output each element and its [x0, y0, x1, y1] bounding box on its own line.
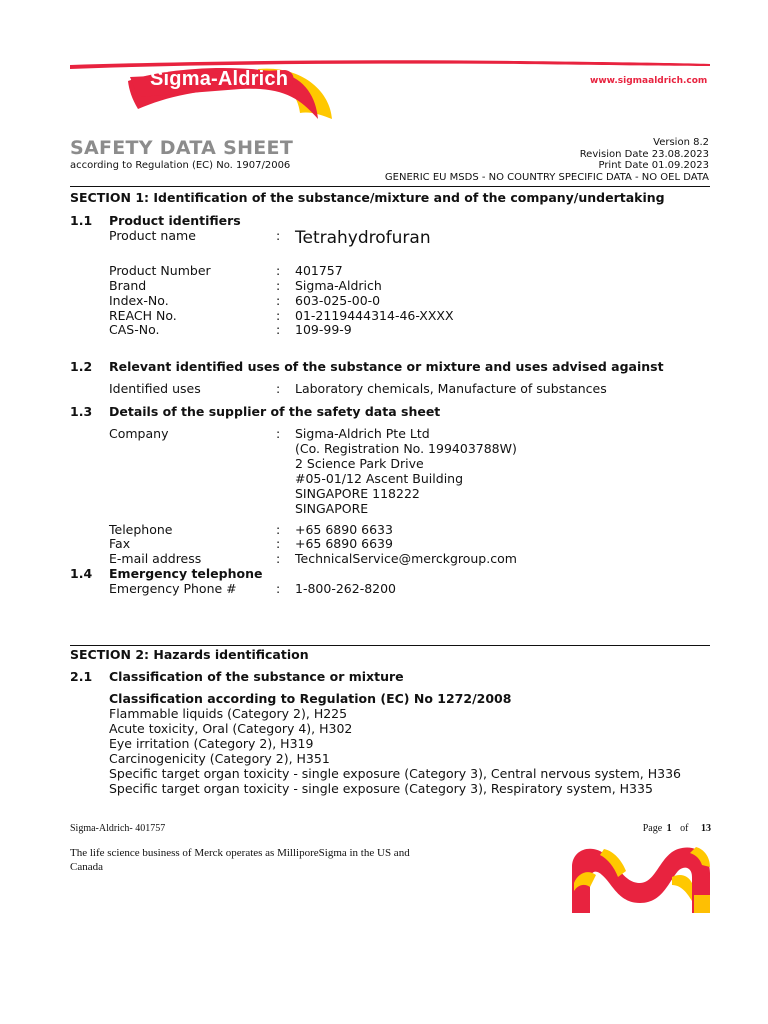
- reach-no-value: 01-2119444314-46-XXXX: [295, 308, 454, 323]
- colon: :: [276, 581, 281, 596]
- classification-subtitle: Classification according to Regulation (EC) No 1272/2008: [109, 691, 512, 706]
- email-label: E-mail address: [109, 551, 202, 566]
- colon: :: [276, 278, 281, 293]
- colon: :: [276, 308, 281, 323]
- footer-note: The life science business of Merck operates as MilliporeSigma in the US and Canada: [70, 847, 410, 873]
- index-no-value: 603-025-00-0: [295, 293, 381, 308]
- hazard-item: Specific target organ toxicity - single exposure (Category 3), Respiratory system, H335: [109, 781, 653, 796]
- divider: [70, 186, 710, 187]
- product-name-value: Tetrahydrofuran: [295, 228, 431, 248]
- colon: :: [276, 263, 281, 278]
- section1-title: SECTION 1: Identification of the substance/mixture and of the company/undertaking: [70, 190, 665, 205]
- colon: :: [276, 228, 281, 243]
- page-current: 1: [666, 823, 672, 834]
- product-number-label: Product Number: [109, 263, 211, 278]
- logo-yellow-accent: [672, 875, 692, 901]
- s21-title: Classification of the substance or mixture: [109, 669, 404, 684]
- hazard-item: Carcinogenicity (Category 2), H351: [109, 751, 330, 766]
- s11-title: Product identifiers: [109, 213, 241, 228]
- emergency-phone-label: Emergency Phone #: [109, 581, 237, 596]
- identified-uses-label: Identified uses: [109, 381, 201, 396]
- telephone-value: +65 6890 6633: [295, 522, 393, 537]
- reach-no-label: REACH No.: [109, 308, 177, 323]
- s14-number: 1.4: [70, 566, 93, 581]
- address-line: (Co. Registration No. 199403788W): [295, 441, 517, 456]
- hazard-item: Specific target organ toxicity - single exposure (Category 3), Central nervous system, H336: [109, 766, 682, 781]
- colon: :: [276, 293, 281, 308]
- version-text: Version 8.2: [653, 137, 709, 148]
- brand-label: Brand: [109, 278, 147, 293]
- cas-no-label: CAS-No.: [109, 322, 160, 337]
- address-line: #05-01/12 Ascent Building: [295, 471, 464, 486]
- product-number-value: 401757: [295, 263, 343, 278]
- website-url[interactable]: www.sigmaaldrich.com: [590, 76, 708, 86]
- colon: :: [276, 551, 281, 566]
- page-indicator: [643, 823, 711, 834]
- colon: :: [276, 536, 281, 551]
- brand-value: Sigma-Aldrich: [295, 278, 382, 293]
- hazard-list: [109, 706, 681, 796]
- s12-number: 1.2: [70, 359, 93, 374]
- address-line: SINGAPORE: [295, 501, 369, 516]
- footer-product-ref: Sigma-Aldrich- 401757: [70, 823, 166, 834]
- emergency-phone-value: 1-800-262-8200: [295, 581, 397, 596]
- page-total: 13: [701, 823, 711, 834]
- print-date: Print Date 01.09.2023: [598, 160, 709, 171]
- merck-m-logo: [568, 843, 714, 915]
- header-banner: [0, 55, 768, 125]
- regulation-text: according to Regulation (EC) No. 1907/2006: [70, 160, 291, 171]
- fax-value: +65 6890 6639: [295, 536, 393, 551]
- divider: [70, 645, 710, 646]
- logo-yellow-accent: [694, 895, 710, 913]
- revision-date: Revision Date 23.08.2023: [579, 149, 709, 160]
- address-line: Sigma-Aldrich Pte Ltd: [295, 426, 430, 441]
- page-prefix: Page: [642, 823, 663, 834]
- company-label: Company: [109, 426, 169, 441]
- s13-number: 1.3: [70, 404, 93, 419]
- s12-title: Relevant identified uses of the substance or mixture and uses advised against: [109, 359, 664, 374]
- s11-number: 1.1: [70, 213, 93, 228]
- address-line: SINGAPORE 118222: [295, 486, 420, 501]
- company-address: [295, 426, 517, 516]
- colon: :: [276, 322, 281, 337]
- fax-label: Fax: [109, 536, 131, 551]
- index-no-label: Index-No.: [109, 293, 169, 308]
- identified-uses-value: Laboratory chemicals, Manufacture of substances: [295, 381, 607, 396]
- brand-logo-text: Sigma-Aldrich: [150, 68, 289, 90]
- colon: :: [276, 426, 281, 441]
- telephone-label: Telephone: [109, 522, 173, 537]
- hazard-item: Flammable liquids (Category 2), H225: [109, 706, 348, 721]
- colon: :: [276, 381, 281, 396]
- cas-no-value: 109-99-9: [295, 322, 352, 337]
- s14-title: Emergency telephone: [109, 566, 263, 581]
- section2-title: SECTION 2: Hazards identification: [70, 647, 309, 662]
- generic-note: GENERIC EU MSDS - NO COUNTRY SPECIFIC DATA - NO OEL DATA: [384, 172, 709, 183]
- hazard-item: Acute toxicity, Oral (Category 4), H302: [109, 721, 353, 736]
- page-of: of: [680, 823, 689, 834]
- product-name-label: Product name: [109, 228, 196, 243]
- address-line: 2 Science Park Drive: [295, 456, 424, 471]
- s21-number: 2.1: [70, 669, 93, 684]
- document-title: SAFETY DATA SHEET: [70, 137, 294, 159]
- colon: :: [276, 522, 281, 537]
- s13-title: Details of the supplier of the safety data sheet: [109, 404, 441, 419]
- hazard-item: Eye irritation (Category 2), H319: [109, 736, 314, 751]
- email-link[interactable]: TechnicalService@merckgroup.com: [295, 551, 517, 566]
